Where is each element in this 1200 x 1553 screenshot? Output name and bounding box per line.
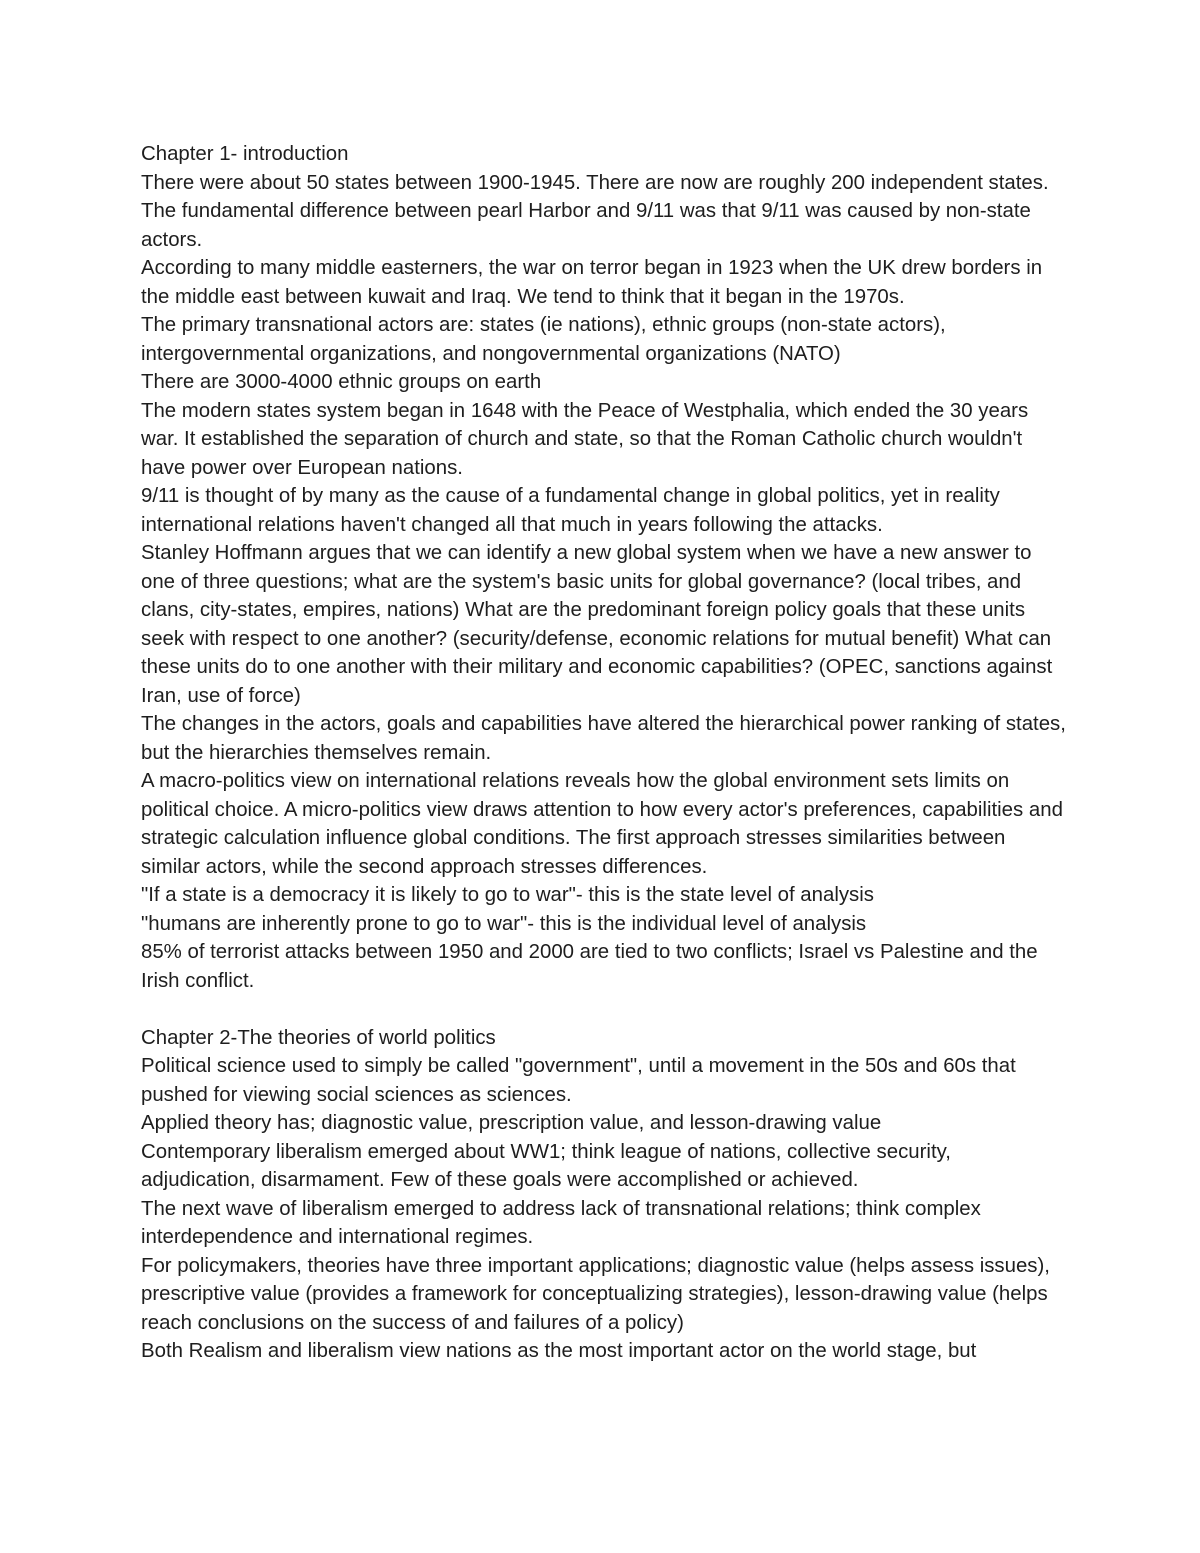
paragraph: Applied theory has; diagnostic value, prescription value, and lesson-drawing value — [141, 1112, 882, 1134]
chapter-1-heading: Chapter 1- introduction — [141, 143, 349, 165]
paragraph: 85% of terrorist attacks between 1950 and 2000 are tied to two conflicts; Israel vs Palestine and the Irish conflict. — [141, 941, 1038, 992]
paragraph: The primary transnational actors are: states (ie nations), ethnic groups (non-state actors), intergovernmental organizations, and nongovernmental organizations (NATO) — [141, 314, 946, 365]
paragraph: For policymakers, theories have three important applications; diagnostic value (helps assess issues), prescriptive value (provides a framework for conceptualizing strategies), lesson-drawing value (helps reach conclusions on the success of and failures of a policy) — [141, 1254, 1050, 1334]
paragraph: 9/11 is thought of by many as the cause of a fundamental change in global politics, yet in reality international relations haven't changed all that much in years following the attacks. — [141, 485, 1000, 536]
paragraph: Contemporary liberalism emerged about WW1; think league of nations, collective security, adjudication, disarmament. Few of these goals were accomplished or achieved. — [141, 1140, 951, 1191]
paragraph: According to many middle easterners, the war on terror began in 1923 when the UK drew borders in the middle east between kuwait and Iraq. We tend to think that it began in the 1970s. — [141, 257, 1043, 308]
paragraph: The next wave of liberalism emerged to address lack of transnational relations; think complex interdependence and international regimes. — [141, 1197, 981, 1248]
paragraph: The fundamental difference between pearl Harbor and 9/11 was that 9/11 was caused by non-state actors. — [141, 200, 1031, 251]
paragraph: "If a state is a democracy it is likely to go to war"- this is the state level of analysis — [141, 884, 874, 906]
paragraph: The modern states system began in 1648 with the Peace of Westphalia, which ended the 30 years war. It established the separation of church and state, so that the Roman Catholic church wouldn't have power over European nations. — [141, 399, 1029, 479]
paragraph: Both Realism and liberalism view nations as the most important actor on the world stage, but — [141, 1340, 977, 1362]
paragraph: "humans are inherently prone to go to war"- this is the individual level of analysis — [141, 912, 867, 935]
document-page — [141, 140, 1066, 1366]
blank-line — [141, 995, 1066, 1024]
paragraph: A macro-politics view on international relations reveals how the global environment sets limits on political choice. A micro-politics view draws attention to how every actor's preferences, capabilities and strategic calculation influence global conditions. The first approach stresses similarities between similar actors, while the second approach stresses differences. — [141, 770, 1063, 878]
chapter-2-heading: Chapter 2-The theories of world politics — [141, 1026, 496, 1049]
paragraph: There are 3000-4000 ethnic groups on earth — [141, 371, 542, 393]
paragraph: There were about 50 states between 1900-1945. There are now are roughly 200 independent states. — [141, 171, 1049, 194]
paragraph: Political science used to simply be called "government", until a movement in the 50s and 60s that pushed for viewing social sciences as sciences. — [141, 1055, 1016, 1106]
paragraph: The changes in the actors, goals and capabilities have altered the hierarchical power ranking of states, but the hierarchies themselves remain. — [141, 713, 1066, 764]
paragraph: Stanley Hoffmann argues that we can identify a new global system when we have a new answer to one of three questions; what are the system's basic units for global governance? (local tribes, and clans, city-states, empires, nations) What are the predominant foreign policy goals that these units seek with respect to one another? (security/defense, economic relations for mutual benefit) What can these units do to one another with their military and economic capabilities? (OPEC, sanctions against Iran, use of force) — [141, 542, 1053, 707]
